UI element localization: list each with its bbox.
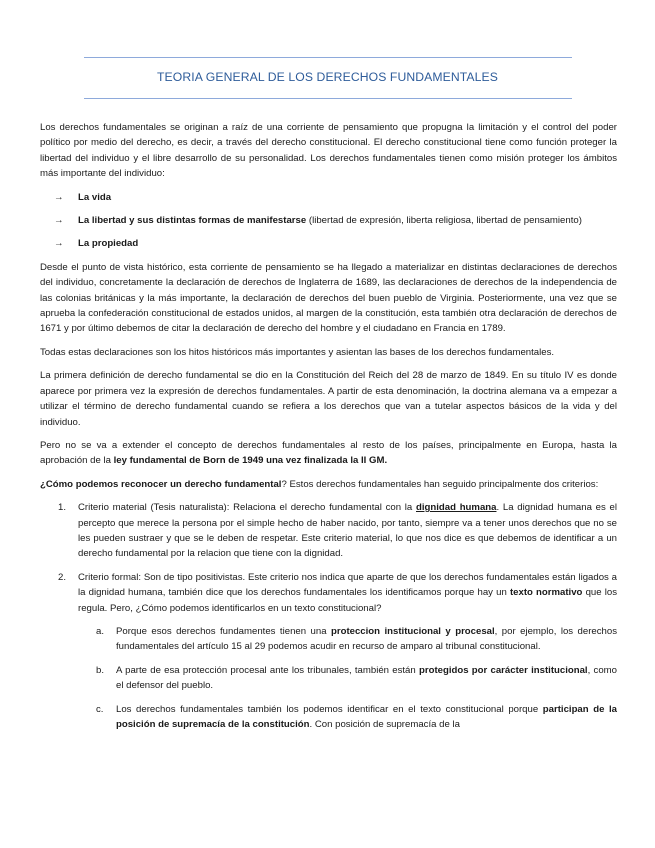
criteria-list [40,500,617,732]
item-text: , como el defensor del pueblo. [116,664,617,692]
item-text: , por ejemplo, los derechos fundamentales del artículo 15 al 29 podemos acudir en recurso de amparo al tribunal constitucional. [116,625,617,653]
arrow-icon: → [54,191,64,203]
list-item [40,213,617,228]
list-number: 1. [58,502,67,514]
identification-list [78,624,617,732]
item-text: . Con posición de supremacía de la [309,719,460,730]
item-bold: participan de la posición de supremacía de la constitución [116,703,617,730]
list-item-bold: La vida [78,191,112,203]
criterion-text: Criterio formal: Son de tipo positivistas. Este criterio nos indica que aparte de que los derechos fundamentales están ligados a la dignidad humana, también dice que los derechos fundamentales los identificamos porque hay un [78,571,617,599]
arrow-icon: → [54,238,64,250]
dignity-term: dignidad humana [416,502,497,514]
page-title: TEORIA GENERAL DE LOS DERECHOS FUNDAMENTALES [157,70,498,84]
intro-paragraph: Los derechos fundamentales se originan a raíz de una corriente de pensamiento que propugna la limitación y el control del poder político por medio del derecho, es decir, a través del derecho constitucional. El derecho constitucional tiene como función proteger la libertad del individuo y el libre desarrollo de su personalidad. Los derechos fundamentales tienen como misión proteger los ámbitos más importante del individuo: [40,122,617,180]
question-bold: ¿Cómo podemos reconocer un derecho fundamental [40,478,282,490]
milestones-paragraph: Todas estas declaraciones son los hitos históricos más importantes y asientan las bases de los derechos fundamentales. [40,346,555,358]
bonn-text: Pero no se va a extender el concepto de derechos fundamentales al resto de los países, principalmente en Europa, hasta la aprobación de la [40,439,617,467]
item-text: Los derechos fundamentales también los podemos identificar en el texto constitucional porque [116,703,543,715]
bonn-paragraph [40,438,617,469]
list-letter: a. [96,625,105,637]
item-bold: protegidos por carácter institucional [418,664,588,676]
list-item-bold: La propiedad [78,238,139,250]
criterion-formal [40,570,617,733]
reich-paragraph: La primera definición de derecho fundamental se dio en la Constitución del Reich del 28 de marzo de 1849. En su título IV es donde aparece por primera vez la expresión de derechos fundamentales. A partir de esta denominación, la doctrina alemana va a empezar a utilizar el término de derecho fundamental cuando se refiera a los derechos que van a tutelar aspectos básicos de la vida y del individuo. [40,370,617,428]
list-item [78,702,617,733]
list-item [78,663,617,694]
item-text: Porque esos derechos fundamentes tienen una [116,625,331,637]
document-body [40,120,617,740]
criterion-material [40,500,617,562]
criterion-text: que los regula. Pero, ¿Cómo podemos identificarlos en un texto constitucional? [78,587,618,614]
list-item-text: (libertad de expresión, liberta religiosa, libertad de pensamiento) [306,215,582,227]
list-item [40,190,617,205]
bonn-bold: ley fundamental de Born de 1949 una vez finalizada la II GM. [113,455,388,467]
list-number: 2. [58,571,67,583]
criterion-text: . La dignidad humana es el percepto que merece la persona por el simple hecho de haber nacido, por tanto, siempre va a tener unos derechos que no se les pueden sustraer y que se le deben de respetar. Este criterio material, lo que nos dice es que debemos de identificar a un derecho fundamental por la relacion que tiene con la dignidad. [78,502,617,560]
protected-spheres-list [40,190,617,252]
title-rule-top [84,57,572,58]
arrow-icon: → [54,215,64,227]
list-item [40,236,617,251]
list-letter: b. [96,664,105,676]
list-letter: c. [96,703,104,715]
item-bold: proteccion institucional y procesal [330,625,495,637]
list-item [78,624,617,655]
item-text: A parte de esa protección procesal ante los tribunales, también están [116,664,419,676]
question-paragraph [40,477,617,492]
criterion-text: Criterio material (Tesis naturalista): Relaciona el derecho fundamental con la [78,502,416,514]
question-text: ? Estos derechos fundamentales han seguido principalmente dos criterios: [281,478,599,490]
history-paragraph: Desde el punto de vista histórico, esta corriente de pensamiento se ha llegado a materializar en distintas declaraciones de derechos del individuo, concretamente la declaración de derechos de Inglaterra de 1689, las declaraciones de derechos de la independencia de las colonias británicas y la más importante, la declaración de derechos del buen pueblo de Virginia. Posteriormente, una vez que se aprueba la confederación constitucional de estados unidos, al margen de la constitución, esta también otra declaración de derechos de 1671 y por último debemos de citar la declaración de derecho del hombre y el ciudadano en Francia en 1789. [40,261,617,335]
list-item-bold: La libertad y sus distintas formas de manifestarse [78,215,307,227]
title-rule-bottom [84,98,572,99]
normative-term: texto normativo [509,587,583,599]
